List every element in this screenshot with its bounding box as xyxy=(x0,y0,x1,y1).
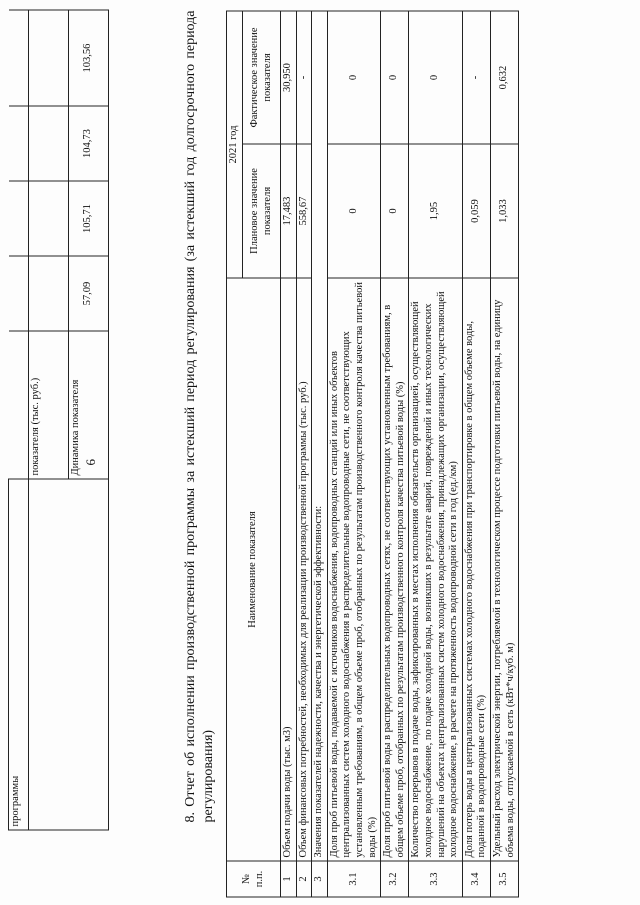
row-fact: 0 xyxy=(327,11,380,144)
page-number: 6 xyxy=(83,458,98,465)
table-row xyxy=(327,11,380,897)
header-fact: Фактическое значение показателя xyxy=(243,11,281,144)
table-row xyxy=(296,11,312,897)
top-table xyxy=(8,9,109,830)
top-table-row3-label: Динамика показателя xyxy=(69,331,109,479)
dynamics-value: 103,56 xyxy=(69,10,109,106)
top-table-row1-label: программы xyxy=(9,479,29,830)
row-plan: 17,483 xyxy=(281,144,297,278)
row-name: Объем подачи воды (тыс. м3) xyxy=(281,278,297,861)
row-fact: 0 xyxy=(409,11,462,144)
table-row xyxy=(312,11,328,897)
row-name: Удельный расход электрической энергии, потребляемой в технологическом процессе подготовки питьевой воды, на единицу объема воды, отпускаемой в сеть (кВт*ч/куб. м) xyxy=(490,278,518,861)
section-title: 8. Отчет об исполнении производственной программы за истекший период регулирования (за истекший год долгосрочного периода регулирования) xyxy=(183,10,216,822)
row-name: Доля проб питьевой воды, подаваемой с источников водоснабжения, водопроводных станций или иных объектов централизованных систем холодного водоснабжения в распределительные водопроводные сети, не соответствующих установленным требованиям, в общем объеме проб, отобранных по результатам производственного контроля качества питьевой воды (%) xyxy=(327,278,380,861)
table-row xyxy=(462,11,490,897)
top-table-row2-label: показателя (тыс. руб.) xyxy=(29,331,69,479)
row-name: Значения показателей надежности, качества и энергетической эффективности: xyxy=(312,11,328,861)
header-plan: Плановое значение показателя xyxy=(243,144,281,278)
row-num: 3.1 xyxy=(327,861,380,897)
row-plan: 1,033 xyxy=(490,144,518,278)
row-name: Доля проб питьевой воды в распределительных водопроводных сетях, не соответствующих установленным требованиям, в общем объеме проб, отобранных по результатам производственного контроля качества питьевой воды (%) xyxy=(381,278,409,861)
header-num: № п.п. xyxy=(227,861,281,897)
row-name: Доля потерь воды в централизованных системах холодного водоснабжения при транспортировке в общем объеме воды, поданной в водопроводные сети (%) xyxy=(462,278,490,861)
row-plan: 1,95 xyxy=(409,144,462,278)
main-table xyxy=(226,10,519,897)
row-plan: 0 xyxy=(381,144,409,278)
row-plan: 0 xyxy=(327,144,380,278)
row-name: Количество перерывов в подаче воды, зафиксированных в местах исполнения обязательств организацией, осуществляющей холодное водоснабжение, по подаче холодной воды, возникших в результате аварий, повреждений и иных технологических нарушений на объектах централизованных систем холодного водоснабжения, принадлежащих организации, осуществляющей холодное водоснабжение, в расчете на протяженность водопроводной сети в год (ед./км) xyxy=(409,278,462,861)
table-row xyxy=(381,11,409,897)
row-name: Объем финансовых потребностей, необходимых для реализации производственной программы (тыс. руб.) xyxy=(296,278,312,861)
row-fact: 0 xyxy=(381,11,409,144)
row-num: 3.2 xyxy=(381,861,409,897)
header-year: 2021 год xyxy=(227,11,243,278)
table-row xyxy=(281,11,297,897)
row-plan: 0,059 xyxy=(462,144,490,278)
row-fact: - xyxy=(296,11,312,144)
row-num: 3.4 xyxy=(462,861,490,897)
row-num: 3 xyxy=(312,861,328,897)
table-row xyxy=(409,11,462,897)
row-fact: 0,632 xyxy=(490,11,518,144)
dynamics-value: 104,73 xyxy=(69,106,109,181)
row-num: 1 xyxy=(281,861,297,897)
row-num: 2 xyxy=(296,861,312,897)
row-num: 3.3 xyxy=(409,861,462,897)
header-name: Наименование показателя xyxy=(227,278,281,861)
row-num: 3.5 xyxy=(490,861,518,897)
row-fact: - xyxy=(462,11,490,144)
dynamics-value: 57,09 xyxy=(69,256,109,331)
table-row xyxy=(490,11,518,897)
dynamics-value: 105,71 xyxy=(69,181,109,256)
row-plan: 558,67 xyxy=(296,144,312,278)
row-fact: 30,950 xyxy=(281,11,297,144)
